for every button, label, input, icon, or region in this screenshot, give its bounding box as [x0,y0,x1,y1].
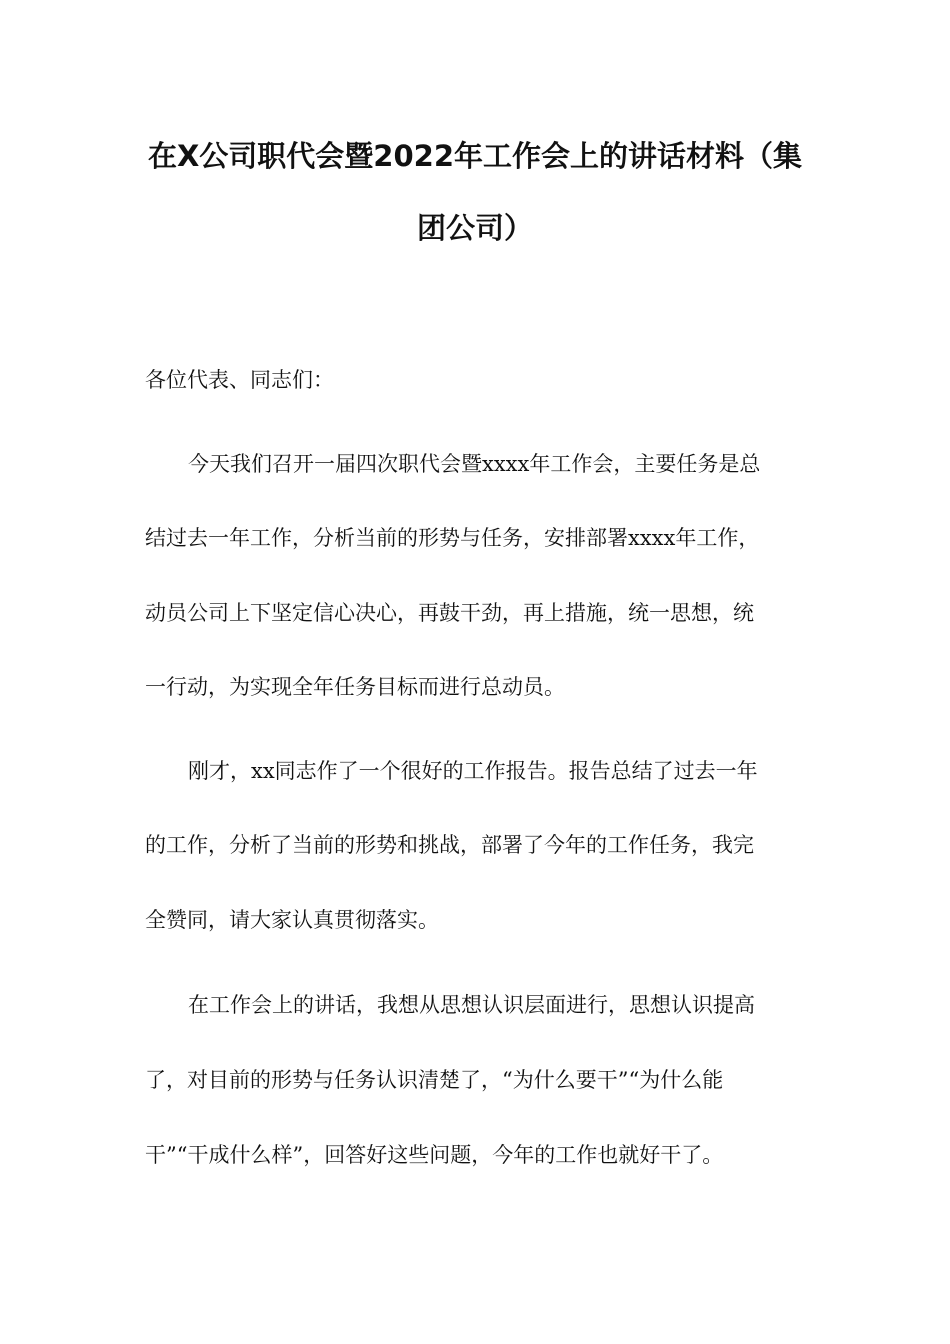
paragraph-line: 结过去一年工作，分析当前的形势与任务，安排部署xxxx年工作， [145,526,760,550]
paragraph-line: 了，对目前的形势与任务认识清楚了，“为什么要干”“为什么能 [145,1068,724,1092]
paragraph-line: 全赞同，请大家认真贯彻落实。 [145,908,439,932]
paragraph-line: 刚才，xx同志作了一个很好的工作报告。报告总结了过去一年 [188,759,758,783]
paragraph-line: 的工作，分析了当前的形势和挑战，部署了今年的工作任务，我完 [145,833,754,857]
paragraph-line: 动员公司上下坚定信心决心，再鼓干劲，再上措施，统一思想，统 [145,601,754,625]
paragraph-line: 在工作会上的讲话，我想从思想认识层面进行，思想认识提高 [188,993,755,1017]
paragraph-line: 今天我们召开一届四次职代会暨xxxx年工作会，主要任务是总 [188,452,761,476]
paragraph-line: 一行动，为实现全年任务目标而进行总动员。 [145,675,565,699]
document-title-line-1: 在X公司职代会暨2022年工作会上的讲话材料（集 [147,139,803,173]
salutation: 各位代表、同志们： [145,368,334,392]
document-title-line-2: 团公司） [416,211,533,245]
paragraph-line: 干”“干成什么样”，回答好这些问题，今年的工作也就好干了。 [145,1143,724,1167]
